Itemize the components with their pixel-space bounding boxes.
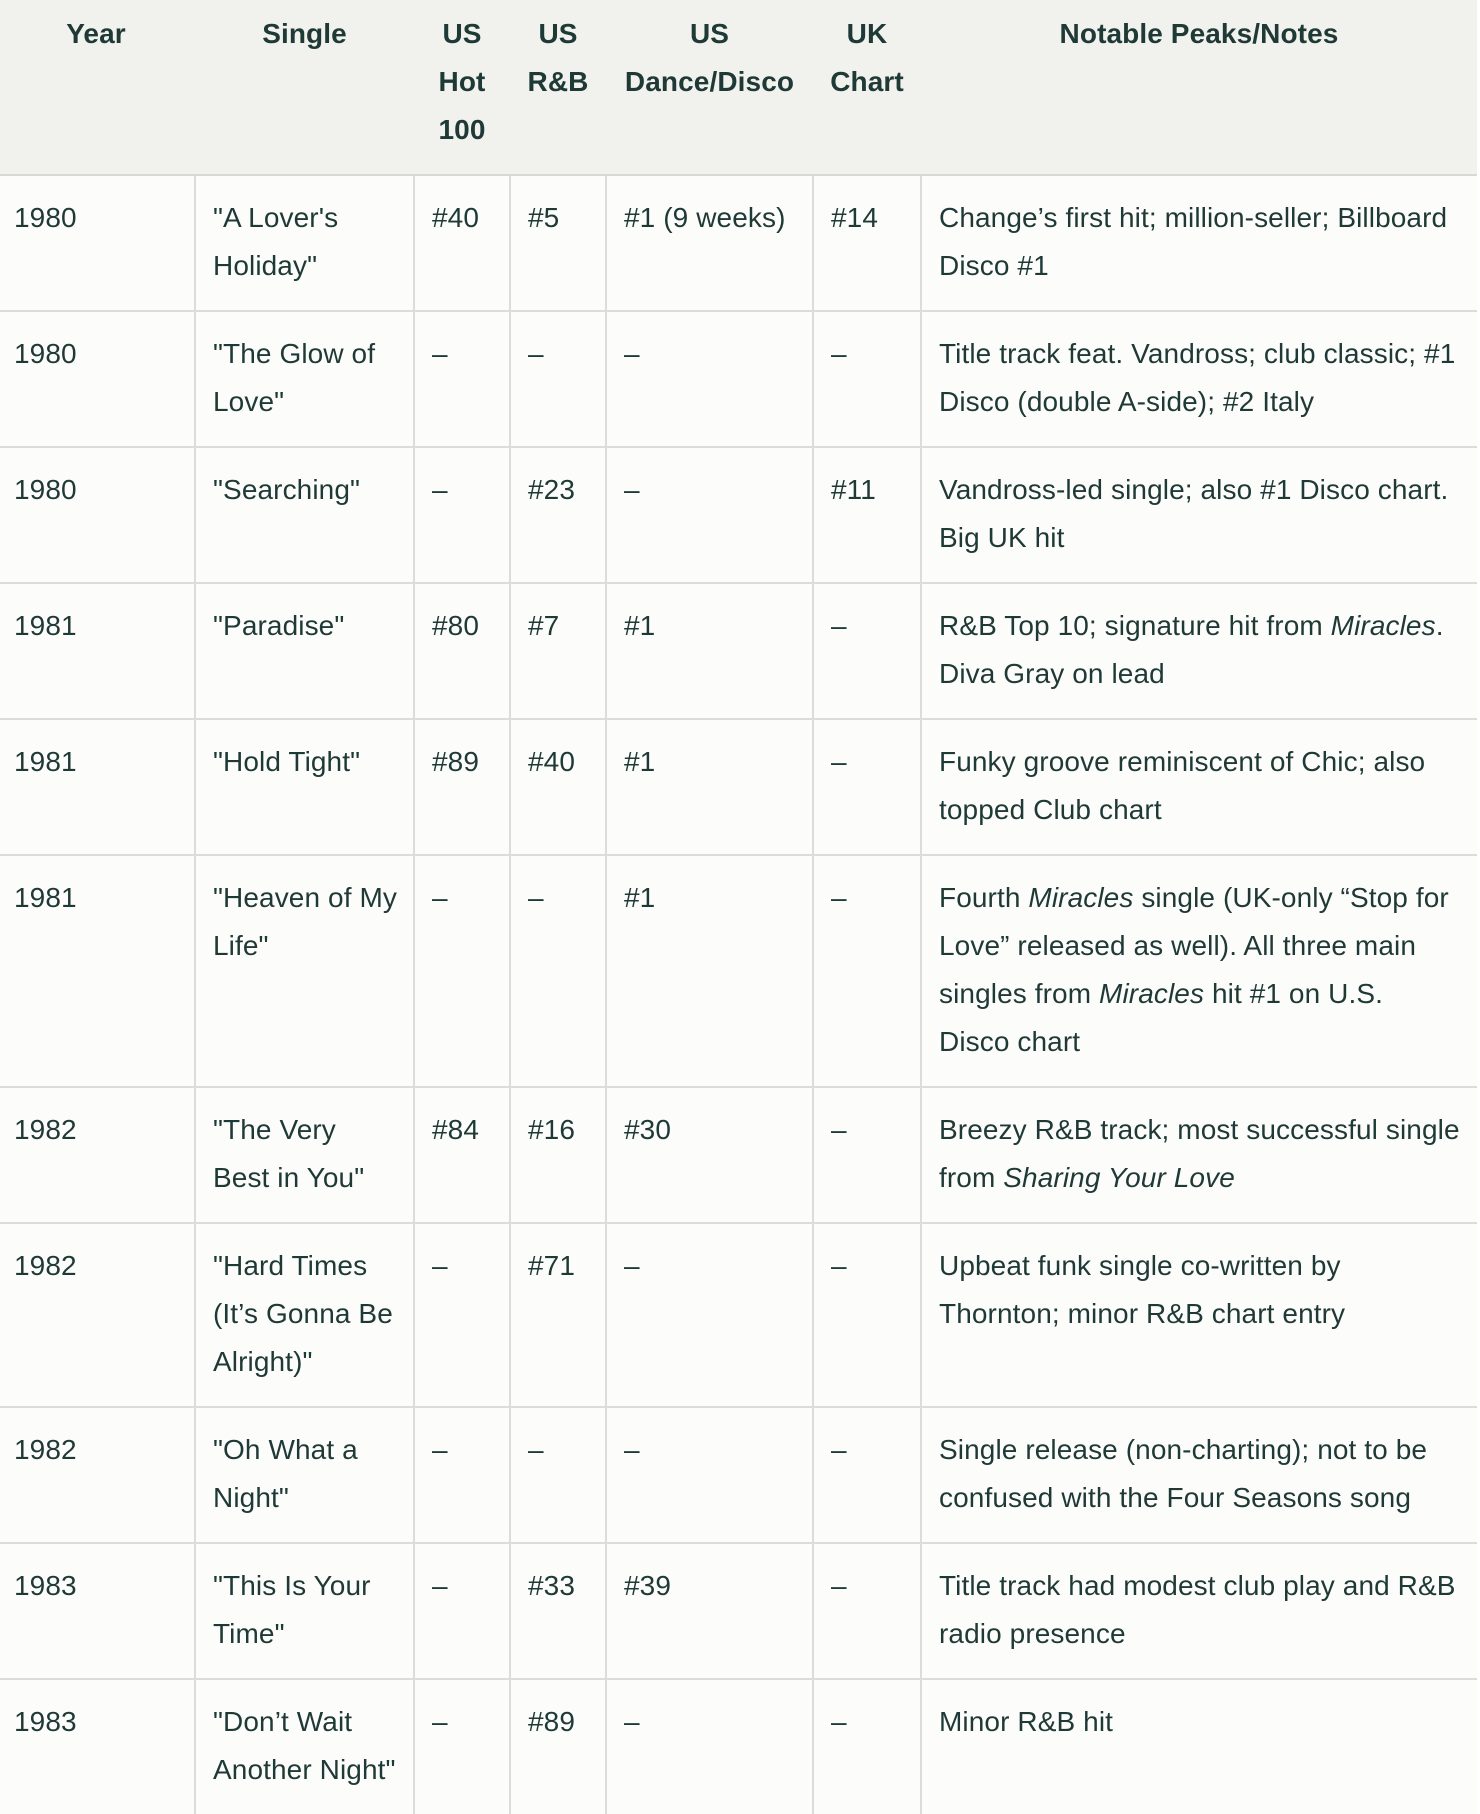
cell-us-rnb: #40 xyxy=(510,719,606,855)
cell-us-rnb: – xyxy=(510,855,606,1087)
cell-year: 1980 xyxy=(0,447,195,583)
table-row xyxy=(0,1543,1477,1679)
notes-italic-title: Miracles xyxy=(1330,610,1436,641)
cell-uk-chart: – xyxy=(813,855,921,1087)
cell-us-dance-disco: – xyxy=(606,1407,813,1543)
cell-us-rnb: #7 xyxy=(510,583,606,719)
cell-us-dance-disco: – xyxy=(606,1223,813,1407)
header-year: Year xyxy=(0,0,195,175)
table-row xyxy=(0,1679,1477,1814)
notes-text: Minor R&B hit xyxy=(939,1706,1114,1737)
cell-us-dance-disco: #1 (9 weeks) xyxy=(606,175,813,311)
cell-year: 1981 xyxy=(0,719,195,855)
table-body xyxy=(0,175,1477,1814)
table-header xyxy=(0,0,1477,175)
cell-year: 1983 xyxy=(0,1679,195,1814)
cell-single: "Oh What a Night" xyxy=(195,1407,414,1543)
cell-single: "Heaven of My Life" xyxy=(195,855,414,1087)
notes-text: Vandross-led single; also #1 Disco chart. Big UK hit xyxy=(939,474,1449,553)
cell-notes xyxy=(921,175,1477,311)
table-row xyxy=(0,719,1477,855)
cell-single: "A Lover's Holiday" xyxy=(195,175,414,311)
cell-uk-chart: – xyxy=(813,1679,921,1814)
cell-uk-chart: – xyxy=(813,583,921,719)
notes-text: Upbeat funk single co-written by Thornton; minor R&B chart entry xyxy=(939,1250,1346,1329)
cell-us-dance-disco: #30 xyxy=(606,1087,813,1223)
cell-single: "Searching" xyxy=(195,447,414,583)
cell-single: "Paradise" xyxy=(195,583,414,719)
header-uk-chart: UK Chart xyxy=(813,0,921,175)
cell-us-rnb: #71 xyxy=(510,1223,606,1407)
cell-us-hot-100: #40 xyxy=(414,175,510,311)
cell-notes xyxy=(921,1223,1477,1407)
cell-uk-chart: – xyxy=(813,1543,921,1679)
notes-text: Change’s first hit; million-seller; Billboard Disco #1 xyxy=(939,202,1448,281)
cell-single: "The Very Best in You" xyxy=(195,1087,414,1223)
notes-text: single (UK-only “Stop for Love” released as well). All three main singles from xyxy=(939,882,1449,1009)
cell-us-rnb: #33 xyxy=(510,1543,606,1679)
cell-us-dance-disco: #1 xyxy=(606,855,813,1087)
notes-text: Funky groove reminiscent of Chic; also topped Club chart xyxy=(939,746,1426,825)
cell-us-rnb: #89 xyxy=(510,1679,606,1814)
notes-text: Single release (non-charting); not to be confused with the Four Seasons song xyxy=(939,1434,1428,1513)
cell-us-rnb: – xyxy=(510,1407,606,1543)
cell-year: 1982 xyxy=(0,1407,195,1543)
cell-year: 1980 xyxy=(0,311,195,447)
table-row xyxy=(0,1223,1477,1407)
cell-notes xyxy=(921,1087,1477,1223)
cell-uk-chart: – xyxy=(813,1087,921,1223)
cell-notes xyxy=(921,447,1477,583)
notes-text: Title track feat. Vandross; club classic; #1 Disco (double A-side); #2 Italy xyxy=(939,338,1456,417)
notes-italic-title: Miracles xyxy=(1028,882,1134,913)
cell-us-dance-disco: – xyxy=(606,1679,813,1814)
table-row xyxy=(0,1407,1477,1543)
cell-uk-chart: – xyxy=(813,311,921,447)
notes-text: Breezy R&B track; most successful single from xyxy=(939,1114,1460,1193)
cell-us-hot-100: – xyxy=(414,1679,510,1814)
cell-notes xyxy=(921,1679,1477,1814)
cell-notes xyxy=(921,1407,1477,1543)
cell-us-hot-100: – xyxy=(414,1543,510,1679)
cell-us-hot-100: #84 xyxy=(414,1087,510,1223)
cell-us-dance-disco: – xyxy=(606,447,813,583)
cell-us-hot-100: #89 xyxy=(414,719,510,855)
cell-uk-chart: #11 xyxy=(813,447,921,583)
table-row xyxy=(0,855,1477,1087)
cell-year: 1981 xyxy=(0,855,195,1087)
notes-text: hit #1 on U.S. Disco chart xyxy=(939,978,1384,1057)
header-us-rnb: US R&B xyxy=(510,0,606,175)
cell-year: 1981 xyxy=(0,583,195,719)
cell-uk-chart: – xyxy=(813,1223,921,1407)
cell-single: "This Is Your Time" xyxy=(195,1543,414,1679)
table-row xyxy=(0,447,1477,583)
cell-single: "Don’t Wait Another Night" xyxy=(195,1679,414,1814)
cell-uk-chart: #14 xyxy=(813,175,921,311)
cell-us-dance-disco: #1 xyxy=(606,583,813,719)
header-us-dance-disco: US Dance/Disco xyxy=(606,0,813,175)
header-row xyxy=(0,0,1477,175)
cell-year: 1982 xyxy=(0,1087,195,1223)
cell-year: 1982 xyxy=(0,1223,195,1407)
cell-notes xyxy=(921,855,1477,1087)
notes-text: . Diva Gray on lead xyxy=(939,610,1444,689)
notes-italic-title: Miracles xyxy=(1099,978,1205,1009)
cell-us-hot-100: – xyxy=(414,1223,510,1407)
cell-notes xyxy=(921,1543,1477,1679)
notes-text: Title track had modest club play and R&B radio presence xyxy=(939,1570,1456,1649)
cell-single: "The Glow of Love" xyxy=(195,311,414,447)
cell-us-hot-100: – xyxy=(414,1407,510,1543)
cell-single: "Hard Times (It’s Gonna Be Alright)" xyxy=(195,1223,414,1407)
cell-us-hot-100: – xyxy=(414,447,510,583)
cell-uk-chart: – xyxy=(813,1407,921,1543)
cell-uk-chart: – xyxy=(813,719,921,855)
cell-us-hot-100: – xyxy=(414,855,510,1087)
header-single: Single xyxy=(195,0,414,175)
notes-text: R&B Top 10; signature hit from xyxy=(939,610,1331,641)
cell-notes xyxy=(921,719,1477,855)
cell-us-dance-disco: – xyxy=(606,311,813,447)
cell-us-dance-disco: #39 xyxy=(606,1543,813,1679)
cell-us-rnb: #5 xyxy=(510,175,606,311)
cell-single: "Hold Tight" xyxy=(195,719,414,855)
table-row xyxy=(0,583,1477,719)
table-row xyxy=(0,1087,1477,1223)
cell-us-hot-100: #80 xyxy=(414,583,510,719)
cell-us-rnb: #16 xyxy=(510,1087,606,1223)
table-row xyxy=(0,175,1477,311)
cell-us-rnb: – xyxy=(510,311,606,447)
notes-italic-title: Sharing Your Love xyxy=(1003,1162,1235,1193)
cell-year: 1980 xyxy=(0,175,195,311)
notes-text: Fourth xyxy=(939,882,1029,913)
table-row xyxy=(0,311,1477,447)
cell-notes xyxy=(921,583,1477,719)
header-us-hot-100: US Hot 100 xyxy=(414,0,510,175)
cell-year: 1983 xyxy=(0,1543,195,1679)
header-notable-peaks-notes: Notable Peaks/Notes xyxy=(921,0,1477,175)
cell-us-dance-disco: #1 xyxy=(606,719,813,855)
cell-us-hot-100: – xyxy=(414,311,510,447)
cell-us-rnb: #23 xyxy=(510,447,606,583)
cell-notes xyxy=(921,311,1477,447)
